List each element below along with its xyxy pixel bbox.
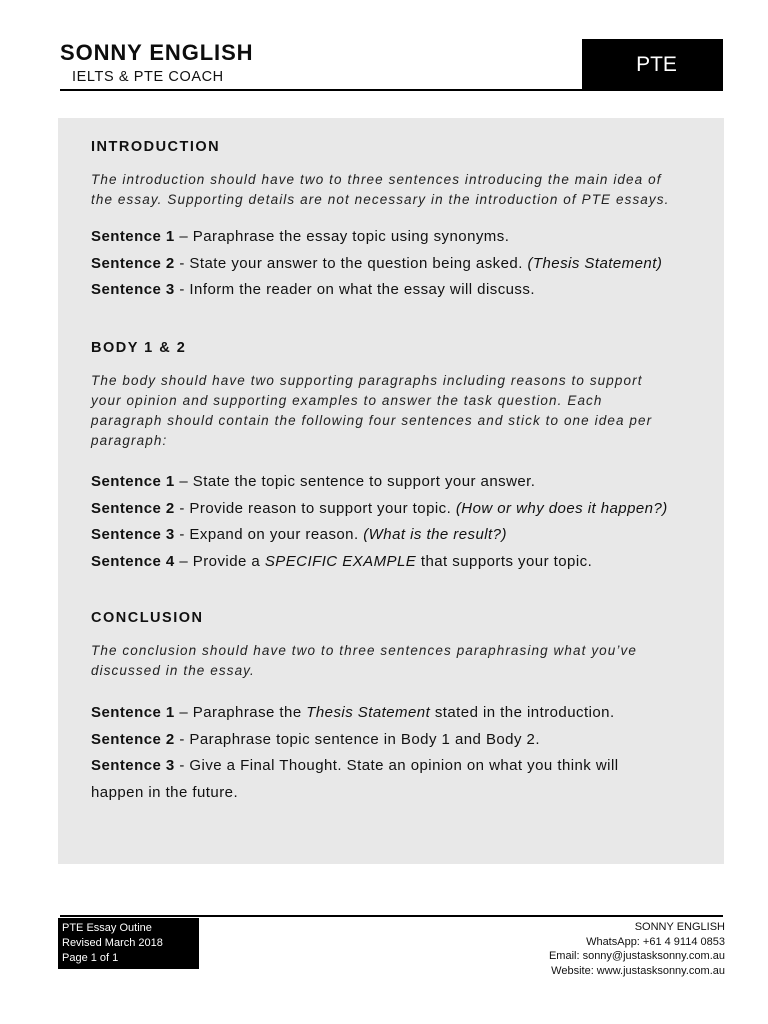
description-line: the essay. Supporting details are not necessary in the introduction of PTE essays. xyxy=(91,192,670,207)
sentence-separator: – xyxy=(179,704,189,721)
sentence-line xyxy=(91,277,704,304)
sentence-separator: - xyxy=(179,499,185,517)
sentence-label: Sentence 1 xyxy=(91,473,175,490)
sentence-label: Sentence 1 xyxy=(91,704,175,721)
exam-badge xyxy=(582,39,723,90)
brand-name: SONNY ENGLISH xyxy=(60,40,254,65)
contact-email: Email: sonny@justasksonny.com.au xyxy=(548,950,725,962)
sentence-separator: – xyxy=(179,228,189,245)
exam-badge-label: PTE xyxy=(636,52,677,76)
footer-divider xyxy=(60,915,723,917)
sentence-separator: - xyxy=(179,281,185,298)
sentence-label: Sentence 1 xyxy=(91,228,175,245)
section-description xyxy=(91,371,704,451)
sentence-emphasis: (What is the result?) xyxy=(363,526,507,543)
introduction-section xyxy=(91,138,704,304)
sentence-text: Give a Final Thought. State an opinion on what you think will xyxy=(189,757,619,774)
sentence-line xyxy=(91,224,704,251)
sentence-text: Provide reason to support your topic. xyxy=(189,499,452,517)
contact-name: SONNY ENGLISH xyxy=(634,921,725,933)
section-heading: CONCLUSION xyxy=(91,610,204,626)
sentence-emphasis: (Thesis Statement) xyxy=(527,254,663,272)
section-description xyxy=(91,170,704,210)
sentence-emphasis: (How or why does it happen?) xyxy=(455,499,668,517)
sentence-label: Sentence 2 xyxy=(91,730,175,748)
sentence-text: Inform the reader on what the essay will discuss. xyxy=(189,281,535,298)
brand-tagline: IELTS & PTE COACH xyxy=(72,69,224,85)
sentence-separator: - xyxy=(179,526,185,543)
section-heading: BODY 1 & 2 xyxy=(91,339,187,356)
sentence-separator: – xyxy=(179,552,189,570)
sentence-label: Sentence 4 xyxy=(91,552,175,570)
sentence-text: Paraphrase the essay topic using synonyms. xyxy=(192,228,510,245)
document-info-box xyxy=(58,918,199,969)
page-number: Page 1 of 1 xyxy=(62,952,119,964)
sentence-emphasis: SPECIFIC EXAMPLE xyxy=(264,552,417,570)
section-description xyxy=(91,641,704,681)
sentence-separator: – xyxy=(179,473,189,490)
sentence-text-after: stated in the introduction. xyxy=(434,704,615,721)
sentence-text: State your answer to the question being asked. xyxy=(189,254,523,272)
sentence-text: Expand on your reason. xyxy=(189,526,359,543)
body-section xyxy=(91,339,704,576)
sentence-separator: - xyxy=(179,730,185,748)
sentence-label: Sentence 3 xyxy=(91,757,175,774)
sentence-text-after: happen in the future. xyxy=(91,783,239,801)
document-title: PTE Essay Outine xyxy=(62,922,152,934)
contact-info xyxy=(549,920,725,978)
description-line: paragraph: xyxy=(91,432,168,448)
sentence-text-after: that supports your topic. xyxy=(420,552,593,570)
description-line: your opinion and supporting examples to answer the task question. Each xyxy=(91,392,603,408)
sentence-line xyxy=(91,522,704,549)
description-line: paragraph should contain the following four sentences and stick to one idea per xyxy=(91,412,653,428)
sentence-line xyxy=(91,496,704,523)
contact-whatsapp: WhatsApp: +61 4 9114 0853 xyxy=(586,935,725,948)
sentence-list xyxy=(91,469,704,575)
sentence-text: Paraphrase topic sentence in Body 1 and Body 2. xyxy=(189,730,540,748)
sentence-list xyxy=(91,224,704,304)
description-line: discussed in the essay. xyxy=(91,663,255,678)
sentence-line xyxy=(91,727,704,754)
sentence-label: Sentence 2 xyxy=(91,254,175,272)
sentence-line xyxy=(91,469,704,496)
sentence-line xyxy=(91,251,704,278)
contact-website: Website: www.justasksonny.com.au xyxy=(551,964,725,977)
description-line: The body should have two supporting paragraphs including reasons to support xyxy=(91,372,643,388)
sentence-label: Sentence 3 xyxy=(91,526,175,543)
sentence-emphasis: Thesis Statement xyxy=(306,704,431,721)
conclusion-section xyxy=(91,609,704,806)
outline-panel xyxy=(58,118,724,864)
sentence-text: Provide a xyxy=(192,552,261,570)
revision-date: Revised March 2018 xyxy=(62,937,163,949)
sentence-list xyxy=(91,700,704,806)
sentence-line xyxy=(91,700,704,727)
description-line: The introduction should have two to three sentences introducing the main idea of xyxy=(91,172,662,187)
sentence-label: Sentence 3 xyxy=(91,281,175,298)
sentence-separator: - xyxy=(179,254,185,272)
sentence-line xyxy=(91,549,704,576)
header-divider xyxy=(60,89,723,91)
sentence-text: State the topic sentence to support your answer. xyxy=(192,473,536,490)
sentence-text: Paraphrase the xyxy=(192,704,302,721)
sentence-label: Sentence 2 xyxy=(91,499,175,517)
sentence-line xyxy=(91,753,704,806)
section-heading: INTRODUCTION xyxy=(91,139,221,155)
sentence-separator: - xyxy=(179,757,185,774)
description-line: The conclusion should have two to three sentences paraphrasing what you’ve xyxy=(91,643,637,658)
